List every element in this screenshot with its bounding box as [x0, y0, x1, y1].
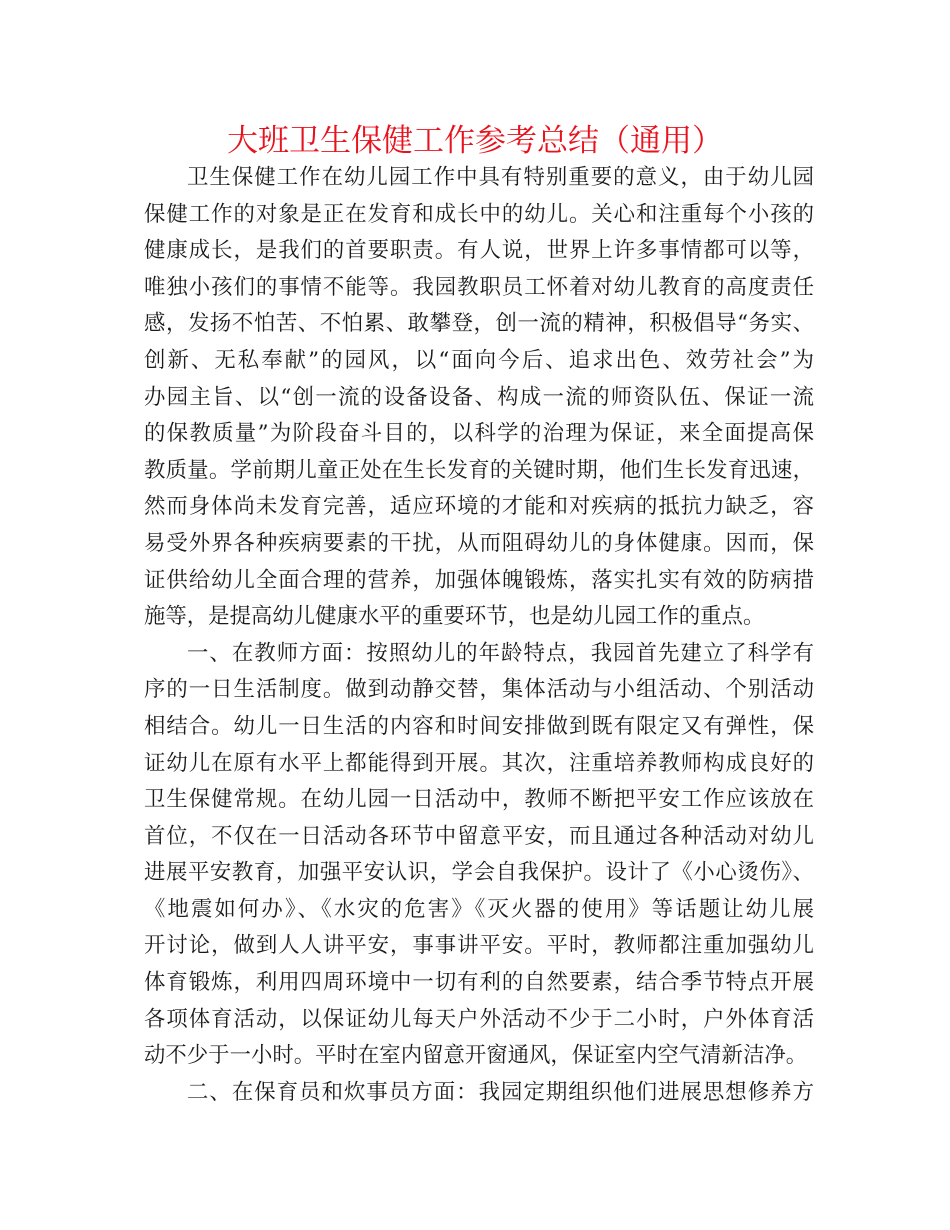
paragraph-1-line-3: 健康成长，是我们的首要职责。有人说，世界上许多事情都可以等，: [144, 238, 814, 264]
paragraph-1-line-5: 感，发扬不怕苦、不怕累、敢攀登，创一流的精神，积极倡导“务实、: [144, 311, 814, 337]
paragraph-1-line-10: 然而身体尚未发育完善，适应环境的才能和对疾病的抵抗力缺乏，容: [144, 494, 814, 520]
paragraph-1-line-13: 施等，是提高幼儿健康水平的重要环节，也是幼儿园工作的重点。: [144, 604, 765, 630]
paragraph-2-line-9: 开讨论，做到人人讲平安，事事讲平安。平时，教师都注重加强幼儿: [144, 933, 814, 959]
paragraph-2-line-3: 相结合。幼儿一日生活的内容和时间安排做到既有限定又有弹性，保: [144, 713, 814, 739]
paragraph-2-line-6: 首位，不仅在一日活动各环节中留意平安，而且通过各种活动对幼儿: [144, 823, 814, 849]
paragraph-1-line-6: 创新、无私奉献”的园风，以“面向今后、追求出色、效劳社会”为: [144, 347, 814, 373]
paragraph-2-line-8: 《地震如何办》、《水灾的危害》《灭火器的使用》等话题让幼儿展: [144, 896, 814, 922]
document-title: 大班卫生保健工作参考总结（通用）: [227, 123, 723, 159]
document-body: [144, 160, 814, 1111]
paragraph-2-line-5: 卫生保健常规。在幼儿园一日活动中，教师不断把平安工作应该放在: [144, 787, 814, 813]
paragraph-2-line-4: 证幼儿在原有水平上都能得到开展。其次，注重培养教师构成良好的: [144, 750, 814, 776]
paragraph-1-line-8: 的保教质量”为阶段奋斗目的，以科学的治理为保证，来全面提高保: [144, 421, 814, 447]
paragraph-1-line-12: 证供给幼儿全面合理的营养，加强体魄锻炼，落实扎实有效的防病措: [144, 567, 814, 593]
paragraph-1-line-4: 唯独小孩们的事情不能等。我园教职员工怀着对幼儿教育的高度责任: [144, 274, 814, 300]
paragraph-2-line-1: 一、在教师方面：按照幼儿的年龄特点，我园首先建立了科学有: [187, 640, 814, 666]
paragraph-2-line-12: 动不少于一小时。平时在室内留意开窗通风，保证室内空气清新洁净。: [144, 1043, 808, 1069]
paragraph-3-line-1: 二、在保育员和炊事员方面：我园定期组织他们进展思想修养方: [187, 1079, 814, 1105]
paragraph-1-line-9: 教质量。学前期儿童正处在生长发育的关键时期，他们生长发育迅速，: [144, 457, 814, 483]
paragraph-2-line-11: 各项体育活动，以保证幼儿每天户外活动不少于二小时，户外体育活: [144, 1006, 814, 1032]
paragraph-1-line-1: 卫生保健工作在幼儿园工作中具有特别重要的意义，由于幼儿园: [187, 165, 814, 190]
paragraph-1-line-11: 易受外界各种疾病要素的干扰，从而阻碍幼儿的身体健康。因而，保: [144, 530, 814, 556]
paragraph-1-line-7: 办园主旨、以“创一流的设备设备、构成一流的师资队伍、保证一流: [144, 384, 814, 410]
paragraph-2-line-2: 序的一日生活制度。做到动静交替，集体活动与小组活动、个别活动: [144, 677, 814, 703]
paragraph-1-line-2: 保健工作的对象是正在发育和成长中的幼儿。关心和注重每个小孩的: [144, 201, 814, 227]
paragraph-2-line-10: 体育锻炼，利用四周环境中一切有利的自然要素，结合季节特点开展: [144, 970, 814, 996]
paragraph-2-line-7: 进展平安教育，加强平安认识，学会自我保护。设计了《小心烫伤》、: [144, 860, 814, 886]
